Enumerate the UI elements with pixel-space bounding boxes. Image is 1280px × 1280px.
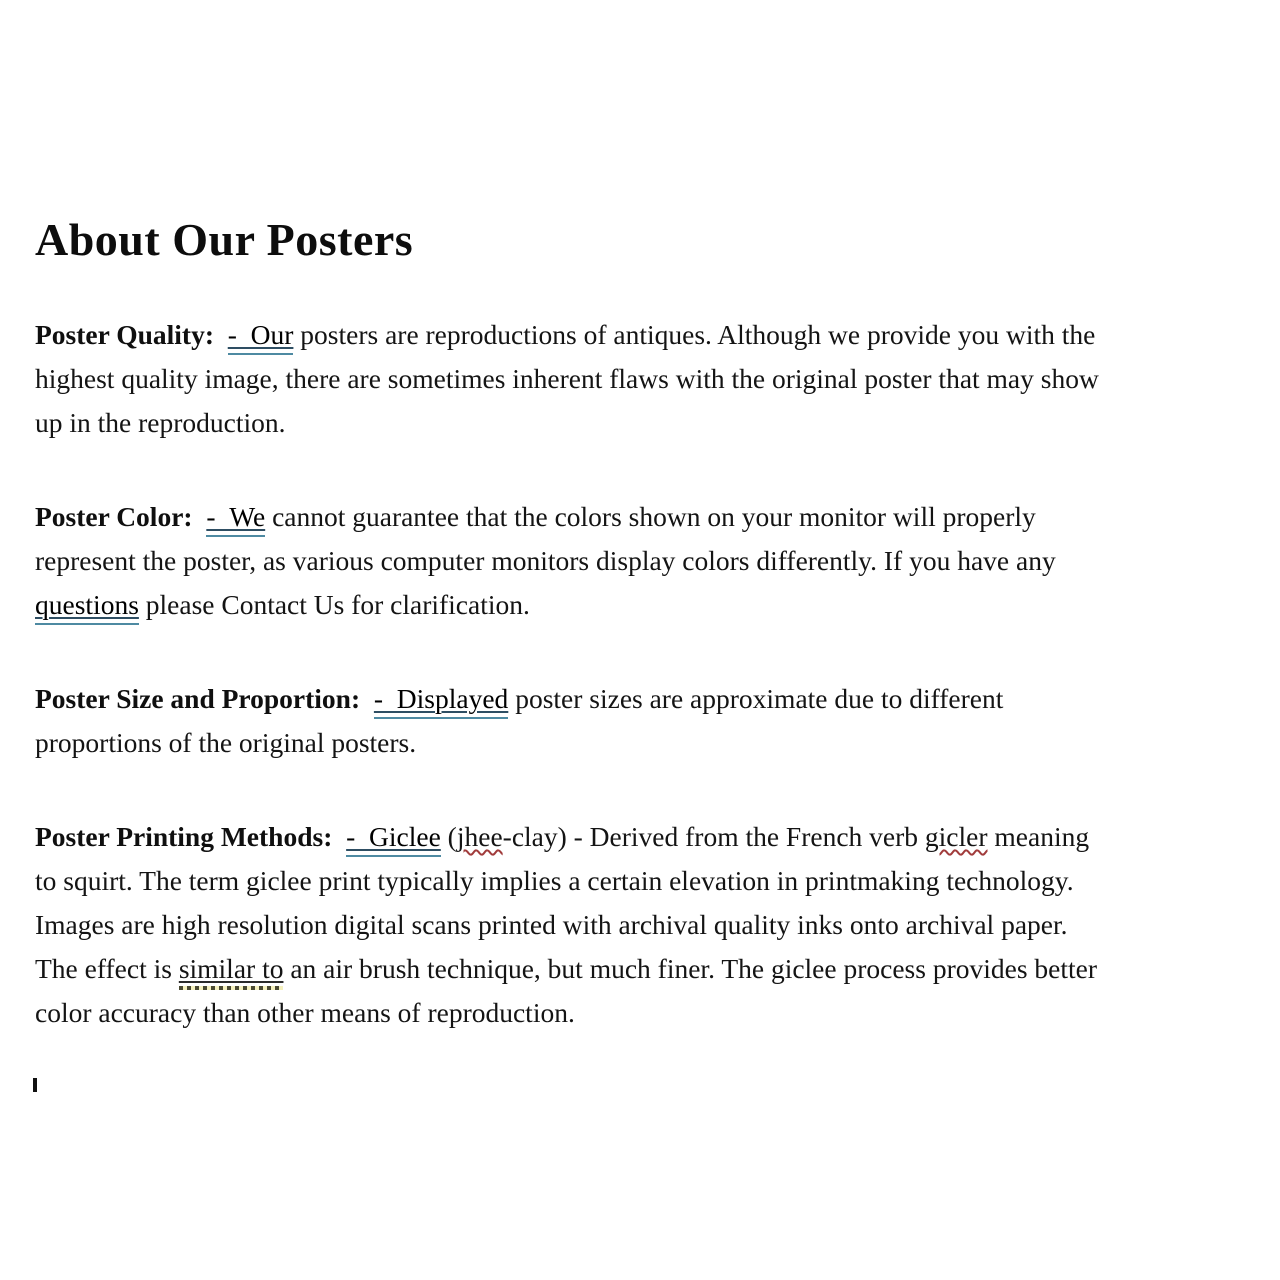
section-label: Poster Color: [35,501,193,532]
body-text: Images are high resolution digital scans printed with archival quality inks onto archival paper. [35,909,1068,940]
body-text: posters are reproductions of antiques. Although we provide you with the [293,319,1096,350]
section-label: Poster Size and Proportion: [35,683,361,714]
grammar-flagged-text: similar to [178,953,284,984]
body-text [360,683,374,714]
body-text: poster sizes are approximate due to different [508,683,1004,714]
paragraph-poster-color [35,495,1208,627]
body-text: proportions of the original posters. [35,727,417,758]
hyperlink-text[interactable]: - Giclee [346,821,441,852]
body-text: cannot guarantee that the colors shown on your monitor will properly [265,501,1036,532]
text-cursor [33,1078,37,1092]
body-text: to squirt. The term giclee print typically implies a certain elevation in printmaking technology. [35,865,1074,896]
body-text [214,319,228,350]
body-text: meaning [987,821,1090,852]
body-text: an air brush technique, but much finer. The giclee process provides better [283,953,1098,984]
body-text [193,501,207,532]
body-text: please Contact Us for clarification. [138,589,530,620]
body-text: The effect is [35,953,179,984]
body-text: color accuracy than other means of reproduction. [35,997,575,1028]
body-text: up in the reproduction. [35,407,286,438]
body-text: ( [440,821,457,852]
body-text: -clay) - Derived from the French verb [502,821,925,852]
hyperlink-text[interactable]: questions [35,589,139,620]
hyperlink-text[interactable]: - We [206,501,266,532]
hyperlink-text[interactable]: - Our [227,319,294,350]
body-text [332,821,346,852]
misspelled-word: gicler [924,821,988,852]
misspelled-word: jhee [456,821,503,852]
page-title: About Our Posters [35,214,414,265]
body-text: represent the poster, as various computer monitors display colors differently. If you have any [35,545,1056,576]
paragraph-poster-quality [35,313,1208,445]
hyperlink-text[interactable]: - Displayed [373,683,509,714]
section-label: Poster Printing Methods: [35,821,333,852]
paragraph-poster-printing-methods [35,815,1208,1035]
paragraph-poster-size-and-proportion [35,677,1208,765]
body-text: highest quality image, there are sometimes inherent flaws with the original poster that may show [35,363,1099,394]
section-label: Poster Quality: [35,319,214,350]
paragraphs-container [35,313,1208,1035]
